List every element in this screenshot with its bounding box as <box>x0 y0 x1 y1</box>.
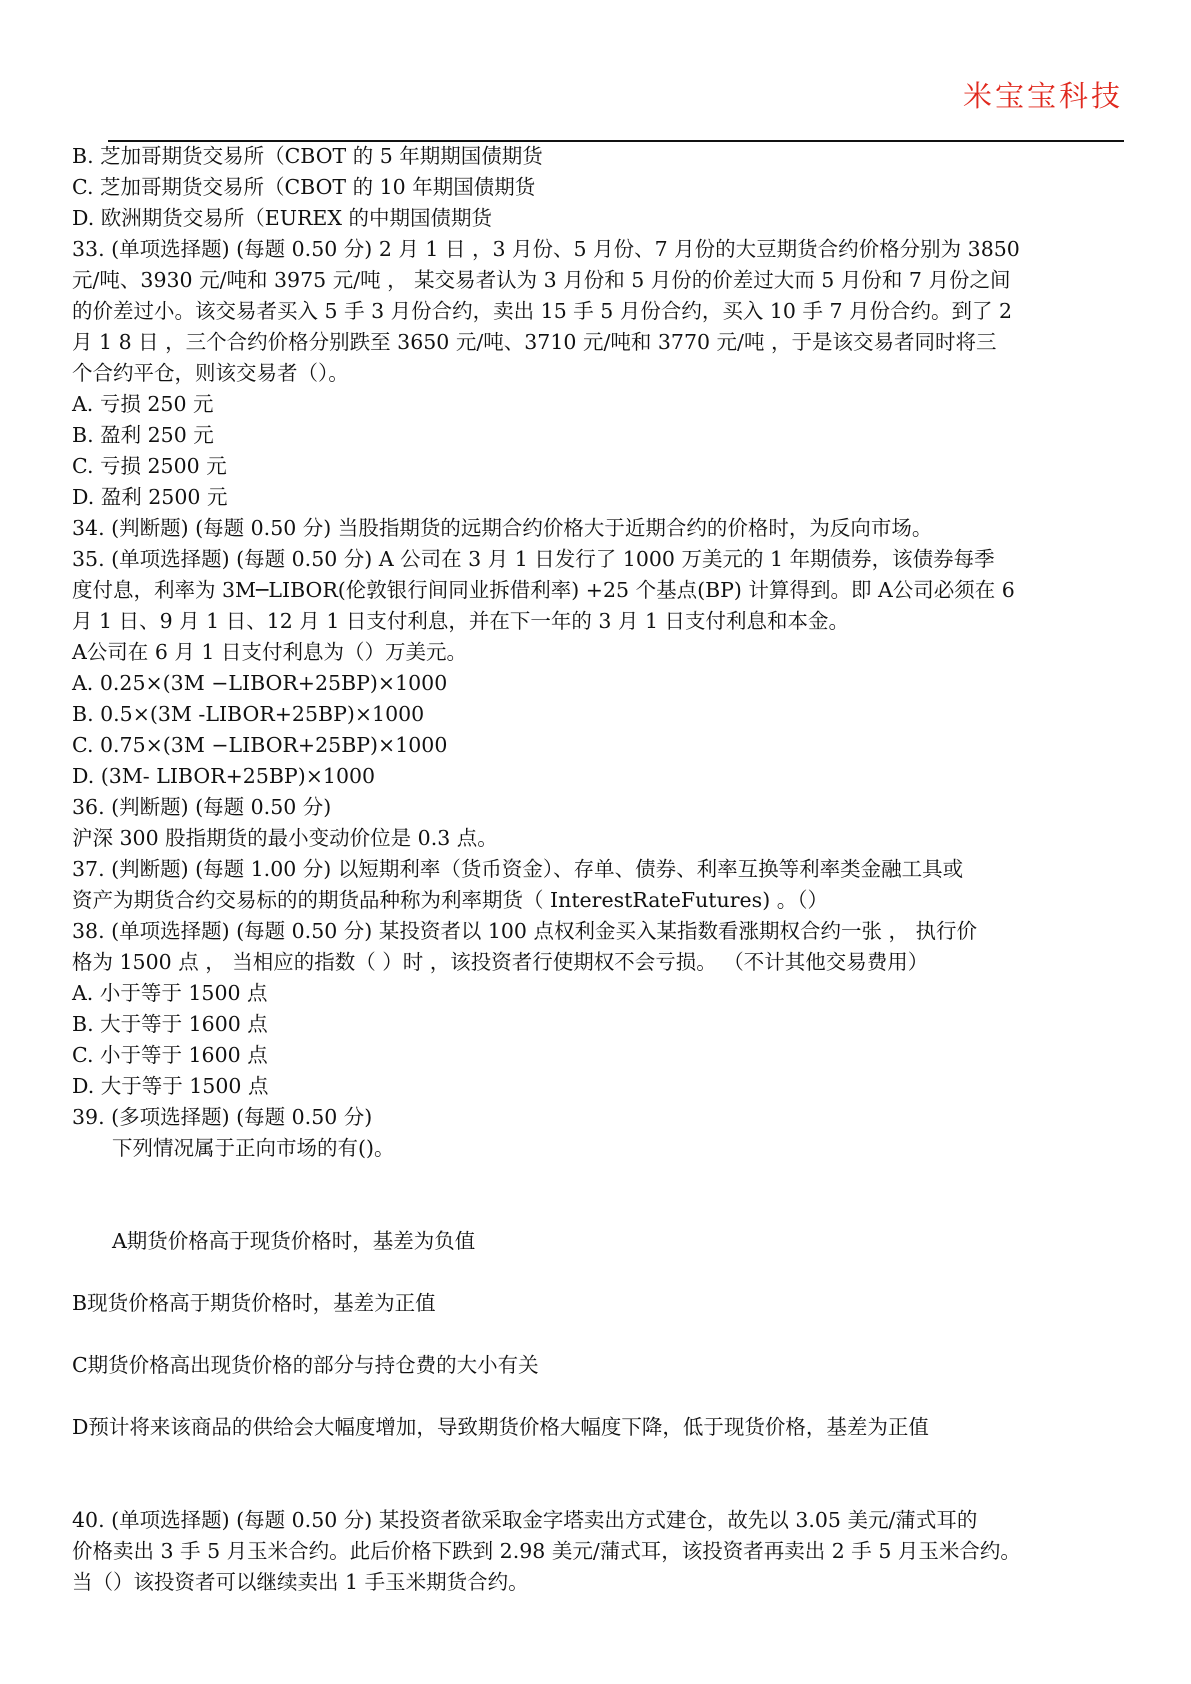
blank-line <box>72 1195 1130 1226</box>
option-line: A期货价格高于现货价格时，基差为负值 <box>112 1229 476 1253</box>
text-line: D. 欧洲期货交易所（EUREX 的中期国债期货 <box>72 206 492 230</box>
question-37: 37. (判断题) (每题 1.00 分) 以短期利率（货币资金）、存单、债券、利率互换等利率类金融工具或 <box>72 857 964 881</box>
option-line: B现货价格高于期货价格时，基差为正值 <box>72 1291 436 1315</box>
text-line: C. 芝加哥期货交易所（CBOT 的 10 年期国债期货 <box>72 175 536 199</box>
blank-line <box>72 1381 1130 1412</box>
option-line: C. 0.75×(3M −LIBOR+25BP)×1000 <box>72 733 448 757</box>
option-line: A. 0.25×(3M −LIBOR+25BP)×1000 <box>72 671 448 695</box>
text-line: B. 芝加哥期货交易所（CBOT 的 5 年期期国债期货 <box>72 144 543 168</box>
question-34: 34. (判断题) (每题 0.50 分) 当股指期货的远期合约价格大于近期合约的价格时，为反向市场。 <box>72 516 933 540</box>
option-line: D. (3M- LIBOR+25BP)×1000 <box>72 764 376 788</box>
text-line: 资产为期货合约交易标的的期货品种称为利率期货（ InterestRateFutures) 。（） <box>72 888 828 912</box>
blank-line <box>72 1443 1130 1474</box>
text-line: 月 1 日、9 月 1 日、12 月 1 日支付利息，并在下一年的 3 月 1 日支付利息和本金。 <box>72 609 850 633</box>
text-line: 月 1 8 日 ，三个合约价格分别跌至 3650 元/吨、3710 元/吨和 3770 元/吨 ，于是该交易者同时将三 <box>72 330 997 354</box>
text-line: 当（）该投资者可以继续卖出 1 手玉米期货合约。 <box>72 1570 529 1594</box>
option-line: C期货价格高出现货价格的部分与持仓费的大小有关 <box>72 1353 539 1377</box>
text-line: 沪深 300 股指期货的最小变动价位是 0.3 点。 <box>72 826 498 850</box>
text-line: A公司在 6 月 1 日支付利息为（）万美元。 <box>72 640 467 664</box>
blank-line <box>72 1257 1130 1288</box>
question-36: 36. (判断题) (每题 0.50 分) <box>72 795 332 819</box>
question-33: 33. (单项选择题) (每题 0.50 分) 2 月 1 日 ，3 月份、5 月份、7 月份的大豆期货合约价格分别为 3850 <box>72 237 1020 261</box>
text-line: 的价差过小。该交易者买入 5 手 3 月份合约，卖出 15 手 5 月份合约，买入 10 手 7 月份合约。到了 2 <box>72 299 1013 323</box>
text-line: 下列情况属于正向市场的有()。 <box>112 1136 395 1160</box>
option-line: D. 盈利 2500 元 <box>72 485 228 509</box>
option-line: A. 小于等于 1500 点 <box>72 981 268 1005</box>
option-line: D预计将来该商品的供给会大幅度增加，导致期货价格大幅度下降，低于现货价格，基差为正值 <box>72 1415 929 1439</box>
option-line: C. 小于等于 1600 点 <box>72 1043 268 1067</box>
question-39: 39. (多项选择题) (每题 0.50 分) <box>72 1105 373 1129</box>
text-line: 个合约平仓，则该交易者（）。 <box>72 361 349 385</box>
text-line: 格为 1500 点 ， 当相应的指数（ ）时 ，该投资者行使期权不会亏损。 （不计其他交易费用） <box>72 950 929 974</box>
text-line: 度付息，利率为 3M─LIBOR(伦敦银行间同业拆借利率) +25 个基点(BP) 计算得到。即 A公司必须在 6 <box>72 578 1015 602</box>
option-line: C. 亏损 2500 元 <box>72 454 227 478</box>
blank-line <box>72 1164 1130 1195</box>
text-line: 元/吨、3930 元/吨和 3975 元/吨 ， 某交易者认为 3 月份和 5 月份的价差过大而 5 月份和 7 月份之间 <box>72 268 1011 292</box>
question-35: 35. (单项选择题) (每题 0.50 分) A 公司在 3 月 1 日发行了 1000 万美元的 1 年期债券，该债券每季 <box>72 547 995 571</box>
option-line: B. 大于等于 1600 点 <box>72 1012 268 1036</box>
text-line: 价格卖出 3 手 5 月玉米合约。此后价格下跌到 2.98 美元/蒲式耳，该投资者再卖出 2 手 5 月玉米合约。 <box>72 1539 1021 1563</box>
blank-line <box>72 1474 1130 1505</box>
option-line: A. 亏损 250 元 <box>72 392 214 416</box>
question-40: 40. (单项选择题) (每题 0.50 分) 某投资者欲采取金字塔卖出方式建仓，故先以 3.05 美元/蒲式耳的 <box>72 1508 978 1532</box>
option-line: B. 盈利 250 元 <box>72 423 214 447</box>
option-line: D. 大于等于 1500 点 <box>72 1074 269 1098</box>
option-line: B. 0.5×(3M -LIBOR+25BP)×1000 <box>72 702 425 726</box>
blank-line <box>72 1319 1130 1350</box>
brand-header: 米宝宝科技 <box>962 79 1123 113</box>
question-38: 38. (单项选择题) (每题 0.50 分) 某投资者以 100 点权利金买入某指数看涨期权合约一张 ， 执行价 <box>72 919 978 943</box>
document-body <box>72 141 1130 1598</box>
